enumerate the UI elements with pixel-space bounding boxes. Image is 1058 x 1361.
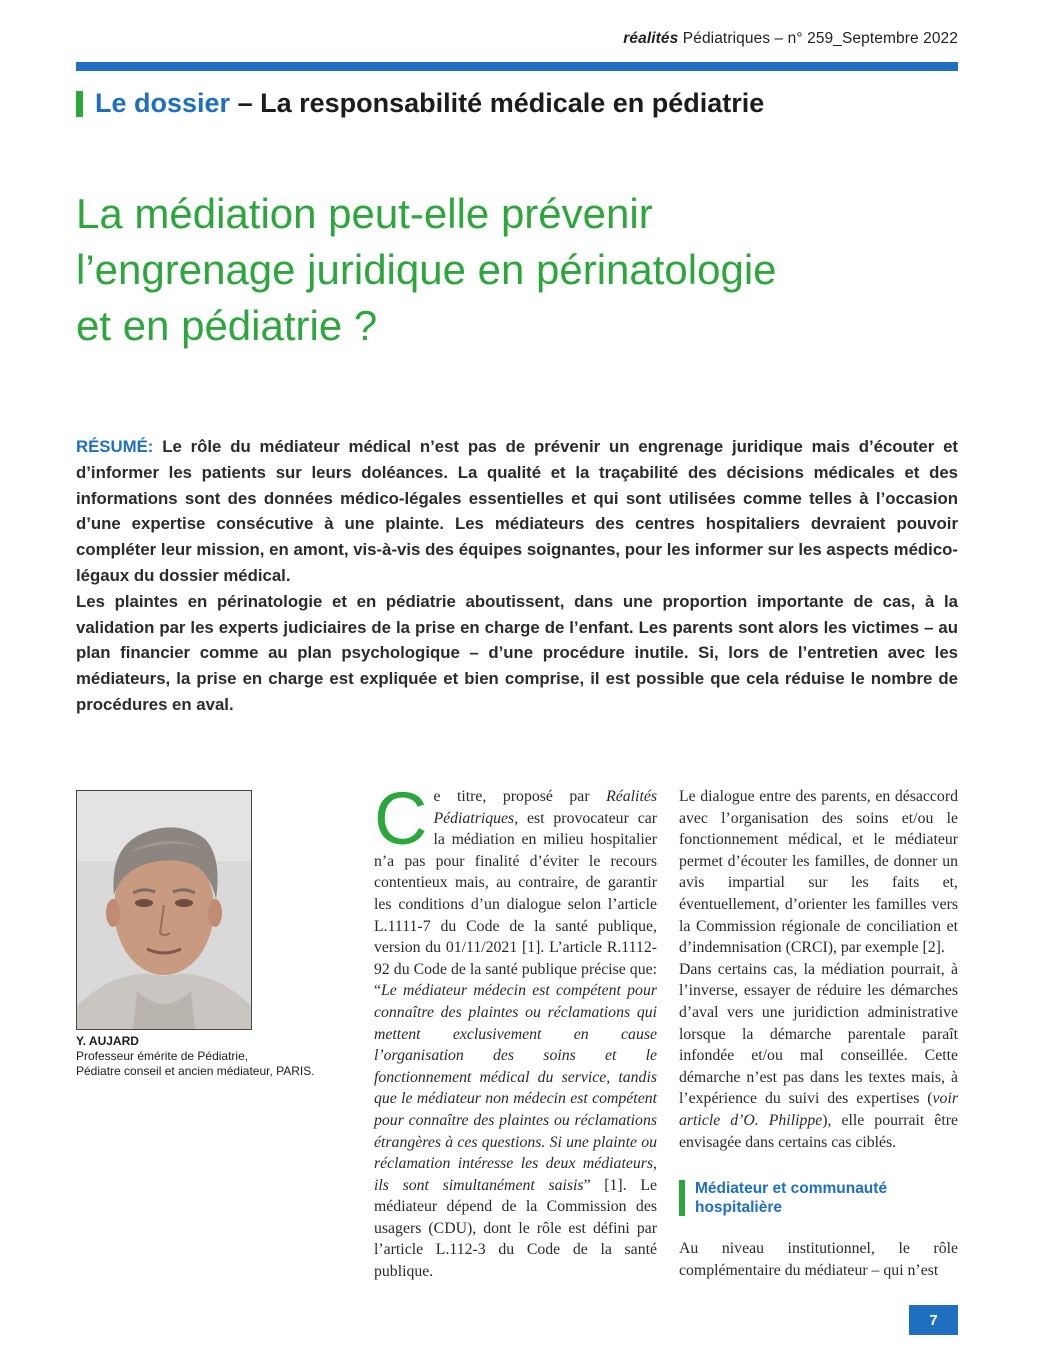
title-line-3: et en pédiatrie ? [76, 302, 378, 349]
dossier-label: Le dossier [95, 88, 231, 118]
body-text-1b: , est provocateur car la médiation en milieu hospitalier n’a pas pour finalité d’éviter le recours contentieux mais, au contraire, de garantir les conditions d’un dialogue selon l’article L.1111-7 du Code de la santé publique, version du 01/11/2021 [1]. L’article R.1112-92 du Code de la santé publique précise que: “ [374, 809, 657, 1000]
title-line-2: l’engrenage juridique en périnatologie [76, 246, 777, 293]
page-number: 7 [909, 1305, 958, 1335]
body-text-1c: ” [1]. Le médiateur dépend de la Commission des usagers (CDU), dont le rôle est défini par l’article L.112-3 du Code de la santé publique. [374, 1176, 657, 1281]
author-portrait-illustration [77, 791, 251, 1029]
author-info [76, 1034, 346, 1079]
subheading-marker [679, 1180, 685, 1216]
header-rule [76, 62, 958, 71]
author-affiliation-1: Professeur émérite de Pédiatrie, [76, 1049, 249, 1063]
journal-name-italic: Réalités Pédiatriques [433, 788, 657, 827]
subheading [679, 1179, 958, 1217]
drop-cap: C [374, 777, 428, 860]
body-paragraph-2: Le dialogue entre des parents, en désaccord avec l’organisation des soins et/ou le fonctionnement médical, et le médiateur permet d’écouter les familles, de donner un avis impartial sur les faits et, éventuellement, d’orienter les familles vers la Commission régionale de conciliation et d’indemnisation (CRCI), par exemple [2]. [679, 788, 958, 957]
author-affiliation-2: Pédiatre conseil et ancien médiateur, PARIS. [76, 1064, 315, 1078]
dossier-subject: La responsabilité médicale en pédiatrie [260, 88, 765, 118]
abstract [76, 434, 958, 718]
body-text-3b: ), elle pourrait être envisagée dans certains cas ciblés. [679, 1111, 958, 1151]
body-paragraph-3 [679, 959, 958, 1153]
running-header [623, 30, 958, 48]
section-marker [76, 91, 83, 117]
journal-brand: réalités [623, 30, 679, 47]
section-heading [76, 88, 764, 119]
title-line-1: La médiation peut-elle prévenir [76, 190, 653, 237]
author-photo [76, 790, 252, 1030]
article-title [76, 186, 956, 354]
body-column-2 [679, 786, 958, 1281]
subheading-text: Médiateur et communauté hospitalière [695, 1180, 888, 1217]
body-text-3a: Dans certains cas, la médiation pourrait, à l’inverse, essayer de réduire les démarches d’aval vers une juridiction administrative lorsque la démarche parentale paraît infondée et/ou mal conseillée. Cette démarche n’est pas dans les textes mais, à l’expérience du suivi des expertises ( [679, 960, 958, 1108]
abstract-label: RÉSUMÉ: [76, 437, 154, 456]
body-paragraph-4: Au niveau institutionnel, le rôle complémentaire du médiateur – qui n’est [679, 1240, 958, 1279]
legal-quote: Le médiateur médecin est compétent pour connaître des plaintes ou réclamations qui mettent exclusivement en cause l’organisation des soins et le fonctionnement médical du service, tandis que le médiateur non médecin est compétent pour connaître des plaintes ou réclamations étrangères à ces questions. Si une plainte ou réclamation intéresse les deux médiateurs, ils sont simultanément saisis [374, 982, 657, 1194]
issue-info: Pédiatriques – n° 259_Septembre 2022 [682, 30, 958, 47]
abstract-text-1: Le rôle du médiateur médical n’est pas de prévenir un engrenage juridique mais d’écouter et d’informer les patients sur leurs doléances. La qualité et la traçabilité des décisions médicales et des informations sont des données médico-légales essentielles et qui sont utilisées comme telles à l’occasion d’une expertise consécutive à une plainte. Les médiateurs des centres hospitaliers devraient pouvoir compléter leur mission, en amont, vis-à-vis des équipes soignantes, pour les informer sur les aspects médico-légaux du dossier médical. [76, 437, 958, 585]
section-dash: – [237, 88, 253, 118]
author-name: Y. AUJARD [76, 1034, 139, 1048]
article-reference: voir article d’O. Philippe [679, 1090, 958, 1129]
abstract-paragraph-2: Les plaintes en périnatologie et en pédiatrie aboutissent, dans une proportion importante de cas, à la validation par les experts judiciaires de la prise en charge de l’enfant. Les parents sont alors les victimes – au plan financier comme au plan psychologique – d’une procédure inutile. Si, lors de l’entretien avec les médiateurs, la prise en charge est expliquée et bien comprise, il est possible que cela réduise le nombre de procédures en aval. [76, 591, 958, 714]
body-column-1 [374, 777, 657, 1283]
body-text-1a: e titre, proposé par [433, 788, 607, 805]
abstract-paragraph-1 [76, 434, 958, 589]
body-paragraph-1 [374, 777, 657, 1283]
